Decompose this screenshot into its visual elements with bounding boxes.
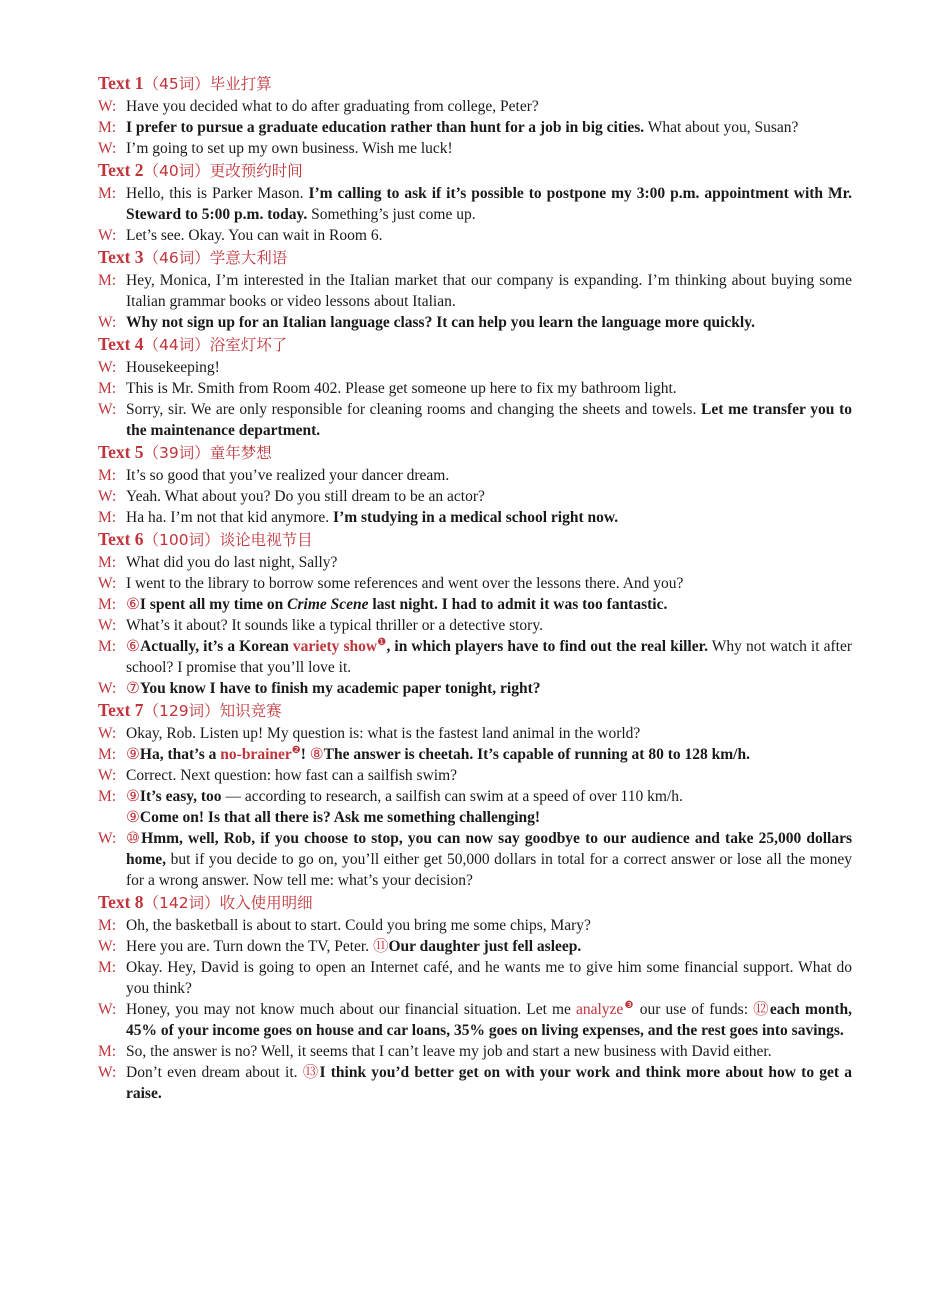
dialogue-text [126,636,852,678]
text-segment: , in which players have to find out the real killer. [386,638,708,655]
question-number-marker: ⑫ [753,1001,770,1018]
section-title: Text 2 [98,160,144,180]
dialogue-text [126,225,852,246]
text-segment: So, the answer is no? Well, it seems that I can’t leave my job and start a new business with David either. [126,1043,772,1060]
text-segment: ! [300,746,310,763]
dialogue-text [126,615,852,636]
speaker-label: M: [98,185,117,202]
speaker-label: W: [98,227,117,244]
dialogue-line [98,486,852,507]
dialogue-line [98,786,852,807]
dialogue-text [126,765,852,786]
dialogue-text [126,573,852,594]
text-segment: I think you’d better get on with your work and think more about how to get a raise. [126,1064,852,1102]
text-segment: Why not watch it after school? I promise that you’ll love it. [126,638,853,676]
text-segment: Come on! Is that all there is? Ask me something challenging! [139,809,541,826]
dialogue-line [98,615,852,636]
section-heading [98,699,852,723]
dialogue-text [126,744,852,765]
text-segment: Why not sign up for an Italian language class? It can help you learn the language more quickly. [126,314,755,331]
section-meta: （45词）毕业打算 [143,75,272,93]
dialogue-line [98,117,852,138]
question-number-marker: ⑥ [126,596,140,613]
text-segment: Don’t even dream about it. [126,1064,303,1081]
dialogue-line [98,636,852,678]
text-segment: Hey, Monica, I’m interested in the Italian market that our company is expanding. I’m thinking about buying some Italian grammar books or video lessons about Italian. [126,272,852,310]
question-number-marker: ⑨ [126,809,140,826]
text-segment: I’m studying in a medical school right now. [333,509,619,526]
section-heading [98,246,852,270]
question-number-marker: ⑨ [126,788,140,805]
section-title: Text 4 [98,334,144,354]
text-segment: Housekeeping! [126,359,220,376]
speaker-label: M: [98,554,117,571]
section-meta: （46词）学意大利语 [143,249,288,267]
section-meta: （40词）更改预约时间 [143,162,303,180]
dialogue-text [126,552,852,573]
dialogue-line [98,96,852,117]
dialogue-text [126,807,852,828]
dialogue-text [126,1041,852,1062]
text-segment: I prefer to pursue a graduate education rather than hunt for a job in big cities. [126,119,645,136]
text-segment: Crime Scene [287,596,369,613]
text-segment: Oh, the basketball is about to start. Could you bring me some chips, Mary? [126,917,591,934]
text-segment: Actually, it’s a Korean [140,638,293,655]
dialogue-text [126,936,852,957]
text-segment: — according to research, a sailfish can swim at a speed of over 110 km/h. [221,788,683,805]
text-segment: The answer is cheetah. It’s capable of running at 80 to 128 km/h. [323,746,750,763]
dialogue-line [98,1041,852,1062]
dialogue-text [126,999,852,1041]
section-title: Text 7 [98,700,144,720]
dialogue-text [126,357,852,378]
dialogue-text [126,183,852,225]
text-segment: Ha ha. I’m not that kid anymore. [126,509,334,526]
speaker-label: W: [98,140,117,157]
speaker-label: M: [98,746,117,763]
text-segment: but if you decide to go on, you’ll either get 50,000 dollars in total for a correct answer or lose all the money for a wrong answer. Now tell me: what’s your decision? [126,851,852,889]
text-segment: Here you are. Turn down the TV, Peter. [126,938,373,955]
dialogue-line [98,225,852,246]
dialogue-text [126,270,852,312]
dialogue-line [98,957,852,999]
text-segment: I’m calling to ask if it’s possible to postpone my 3:00 p.m. appointment with Mr. Steward to 5:00 p.m. today. [126,185,852,223]
speaker-label: W: [98,359,117,376]
text-segment: Yeah. What about you? Do you still dream to be an actor? [126,488,485,505]
text-segment: It’s so good that you’ve realized your dancer dream. [126,467,450,484]
text-segment: analyze [575,1001,624,1018]
dialogue-text [126,915,852,936]
dialogue-line [98,573,852,594]
dialogue-text [126,486,852,507]
speaker-label: M: [98,509,117,526]
speaker-label: W: [98,98,117,115]
dialogue-line [98,744,852,765]
speaker-label: M: [98,917,117,934]
question-number-marker: ⑩ [126,830,142,847]
dialogue-text [126,723,852,744]
text-segment: It’s easy, too [139,788,222,805]
dialogue-text [126,96,852,117]
text-segment: I spent all my time on [139,596,288,613]
speaker-label: M: [98,959,117,976]
section-title: Text 8 [98,892,144,912]
speaker-label: M: [98,467,117,484]
dialogue-line [98,552,852,573]
dialogue-line [98,399,852,441]
speaker-label: W: [98,1001,117,1018]
dialogue-line [98,138,852,159]
dialogue-line [98,312,852,333]
section-meta: （39词）童年梦想 [143,444,272,462]
dialogue-line [98,828,852,891]
speaker-label: W: [98,617,117,634]
section-heading [98,333,852,357]
text-segment: Correct. Next question: how fast can a sailfish swim? [126,767,458,784]
speaker-label: W: [98,575,117,592]
text-segment: What’s it about? It sounds like a typical thriller or a detective story. [126,617,543,634]
text-segment: Ha, that’s a [139,746,221,763]
section-heading [98,528,852,552]
dialogue-text [126,678,852,699]
speaker-label [98,807,126,828]
dialogue-line [98,357,852,378]
dialogue-text [126,138,852,159]
text-segment: our use of funds: [634,1001,754,1018]
text-segment: variety show [292,638,378,655]
dialogue-text [126,828,852,891]
footnote-marker: ❸ [623,999,635,1011]
speaker-label: M: [98,1043,117,1060]
text-segment: I’m going to set up my own business. Wish me luck! [126,140,453,157]
transcript-document [98,72,852,1104]
text-segment: Let me transfer you to the maintenance department. [126,401,852,439]
dialogue-line [98,465,852,486]
question-number-marker: ⑬ [302,1064,320,1081]
text-segment: You know I have to finish my academic paper tonight, right? [139,680,541,697]
text-segment: Okay, Rob. Listen up! My question is: what is the fastest land animal in the world? [126,725,641,742]
question-number-marker: ⑪ [372,938,389,955]
dialogue-line [98,765,852,786]
text-segment: Have you decided what to do after graduating from college, Peter? [126,98,539,115]
speaker-label: W: [98,830,117,847]
text-segment: Okay. Hey, David is going to open an Internet café, and he wants me to give him some financial support. What do you think? [126,959,852,997]
dialogue-line [98,594,852,615]
dialogue-text [126,465,852,486]
dialogue-text [126,117,852,138]
section-meta: （142词）收入使用明细 [143,894,313,912]
dialogue-line [98,999,852,1041]
dialogue-line [98,378,852,399]
text-segment: What about you, Susan? [644,119,799,136]
dialogue-line [98,678,852,699]
section-title: Text 5 [98,442,144,462]
text-segment: I went to the library to borrow some references and went over the lessons there. And you? [126,575,684,592]
dialogue-line [98,1062,852,1104]
speaker-label: W: [98,725,117,742]
text-segment: Honey, you may not know much about our financial situation. Let me [126,1001,576,1018]
section-title: Text 1 [98,73,144,93]
section-title: Text 3 [98,247,144,267]
section-meta: （44词）浴室灯坏了 [143,336,288,354]
dialogue-line [98,807,852,828]
speaker-label: W: [98,401,117,418]
dialogue-text [126,312,852,333]
dialogue-text [126,399,852,441]
speaker-label: M: [98,380,117,397]
speaker-label: W: [98,767,117,784]
text-segment: each month, 45% of your income goes on house and car loans, 35% goes on living expenses, and the rest goes into savings. [126,1001,852,1039]
footnote-marker: ❷ [291,744,301,756]
dialogue-text [126,786,852,807]
text-segment: Let’s see. Okay. You can wait in Room 6. [126,227,383,244]
dialogue-text [126,594,852,615]
speaker-label: W: [98,488,117,505]
question-number-marker: ⑦ [126,680,140,697]
speaker-label: W: [98,938,117,955]
dialogue-text [126,957,852,999]
section-meta: （129词）知识竞赛 [143,702,282,720]
text-segment: Sorry, sir. We are only responsible for cleaning rooms and changing the sheets and towels. [126,401,702,418]
text-segment: Hmm, well, Rob, if you choose to stop, you can now say goodbye to our audience and take 25,000 dollars home, [126,830,852,868]
text-segment: no-brainer [220,746,292,763]
question-number-marker: ⑥ [126,638,141,655]
dialogue-line [98,183,852,225]
text-segment: Our daughter just fell asleep. [388,938,582,955]
speaker-label: W: [98,314,117,331]
section-title: Text 6 [98,529,144,549]
dialogue-line [98,936,852,957]
text-segment: What did you do last night, Sally? [126,554,338,571]
speaker-label: M: [98,119,117,136]
dialogue-text [126,378,852,399]
dialogue-line [98,270,852,312]
text-segment: This is Mr. Smith from Room 402. Please get someone up here to fix my bathroom light. [126,380,677,397]
speaker-label: M: [98,272,117,289]
section-heading [98,72,852,96]
dialogue-text [126,507,852,528]
section-heading [98,159,852,183]
dialogue-line [98,723,852,744]
text-segment: Something’s just come up. [307,206,476,223]
section-heading [98,891,852,915]
speaker-label: M: [98,788,117,805]
dialogue-line [98,915,852,936]
text-segment: last night. I had to admit it was too fantastic. [368,596,668,613]
speaker-label: W: [98,680,117,697]
dialogue-line [98,507,852,528]
footnote-marker: ❶ [377,636,387,648]
speaker-label: M: [98,596,117,613]
question-number-marker: ⑧ [309,746,324,763]
question-number-marker: ⑨ [126,746,140,763]
dialogue-text [126,1062,852,1104]
speaker-label: M: [98,638,117,655]
section-meta: （100词）谈论电视节目 [143,531,313,549]
speaker-label: W: [98,1064,117,1081]
section-heading [98,441,852,465]
text-segment: Hello, this is Parker Mason. [126,185,309,202]
